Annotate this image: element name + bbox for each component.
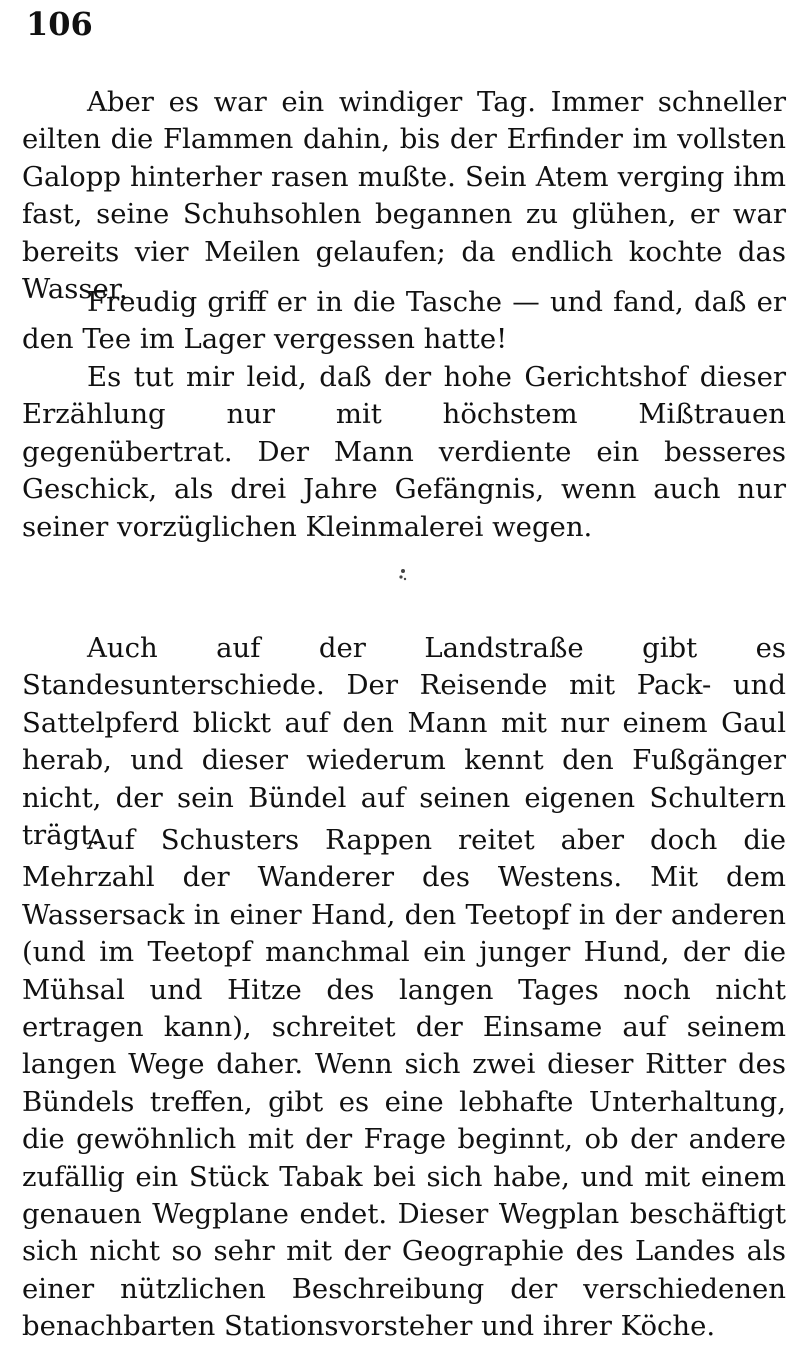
paragraph-1: Aber es war ein windiger Tag. Immer schneller eilten die Flammen dahin, bis der Erfinder im vollsten Galopp hinterher rasen mußte. Sein Atem verging ihm fast, seine Schuhsohlen begannen zu glühen, er war bereits vier Meilen gelaufen; da endlich kochte das Wasser. bbox=[22, 86, 786, 306]
paragraph-2: Freudig griff er in die Tasche — und fand, daß er den Tee im Lager vergessen hatte! bbox=[22, 286, 786, 356]
section-break-ornament-icon bbox=[397, 566, 409, 586]
paragraph-4: Auch auf der Landstraße gibt es Standesunterschiede. Der Reisende mit Pack- und Sattelpferd blickt auf den Mann mit nur einem Gaul herab, und dieser wiederum kennt den Fußgänger nicht, der sein Bündel auf seinen eigenen Schultern trägt. bbox=[22, 632, 786, 852]
paragraph-3: Es tut mir leid, daß der hohe Gerichtshof dieser Erzählung nur mit höchstem Mißtrauen gegenübertrat. Der Mann verdiente ein besseres Geschick, als drei Jahre Gefängnis, wenn auch nur seiner vorzüglichen Kleinmalerei wegen. bbox=[22, 361, 786, 543]
page-number: 106 bbox=[26, 5, 93, 43]
paragraph-5: Auf Schusters Rappen reitet aber doch die Mehrzahl der Wanderer des Westens. Mit dem Wassersack in einer Hand, den Teetopf in der anderen (und im Teetopf manchmal ein junger Hund, der die Mühsal und Hitze des langen Tages noch nicht ertragen kann), schreitet der Einsame auf seinem langen Wege daher. Wenn sich zwei dieser Ritter des Bündels treffen, gibt es eine lebhafte Unterhaltung, die gewöhnlich mit der Frage beginnt, ob der andere zufällig ein Stück Tabak bei sich habe, und mit einem genauen Wegplane endet. Dieser Wegplan beschäftigt sich nicht so sehr mit der Geographie des Landes als einer nützlichen Beschreibung der verschiedenen benachbarten Stationsvorsteher und ihrer Köche. bbox=[22, 824, 786, 1343]
